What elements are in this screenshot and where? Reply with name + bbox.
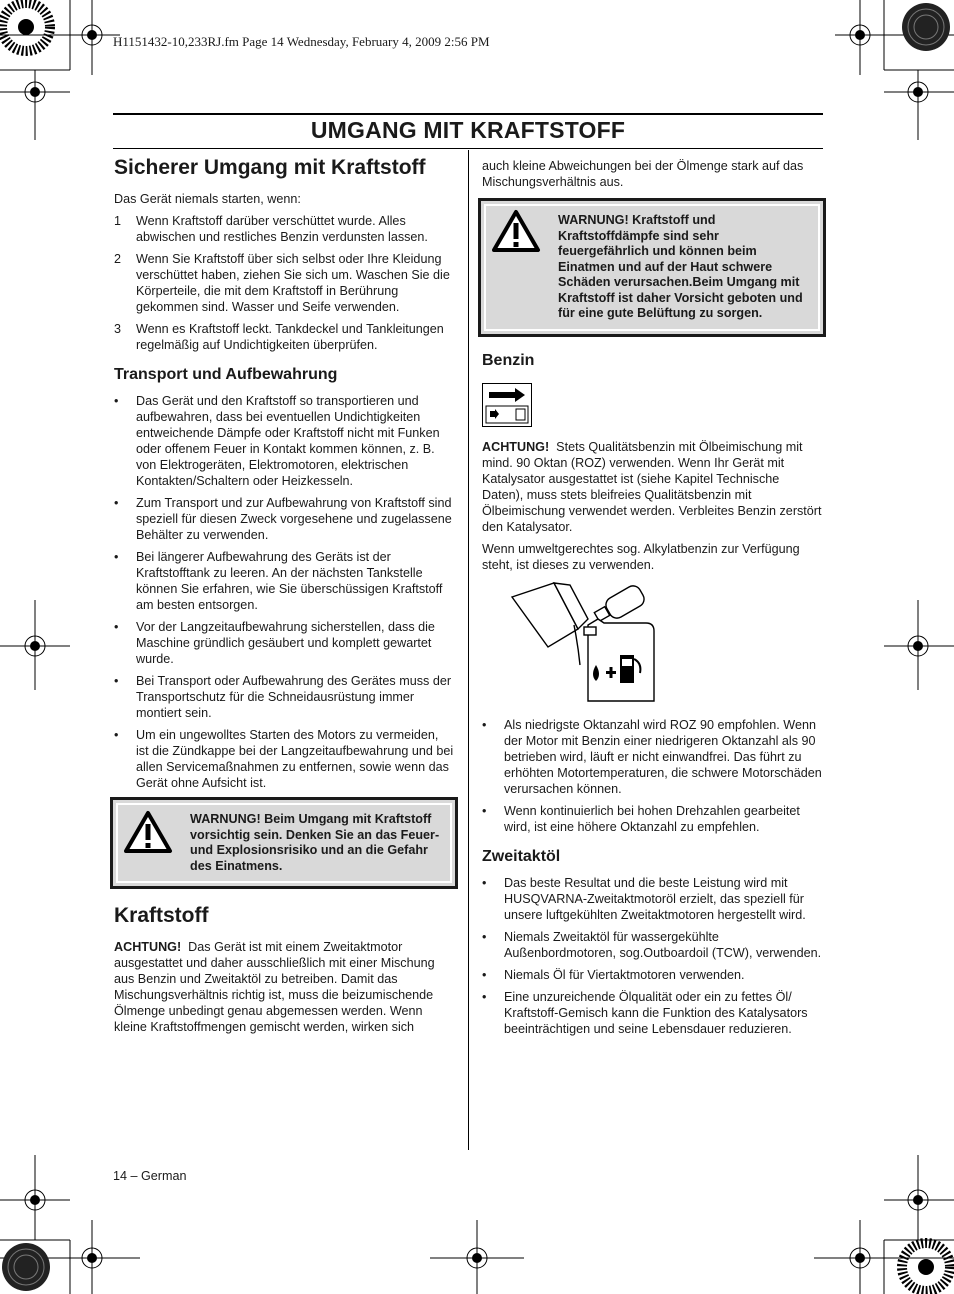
fuel-mixing-illustration xyxy=(508,579,658,707)
list-item: • Bei Transport oder Aufbewahrung des Gerätes muss der Transportschutz für die Schneidausrüstung immer montiert sein. xyxy=(114,674,452,720)
list-item: • Niemals Öl für Viertaktmotoren verwenden. xyxy=(482,967,745,982)
left-column xyxy=(114,155,454,1041)
list-item: 1 Wenn Kraftstoff darüber verschüttet wurde. Alles abwischen und restliches Benzin verdunsten lassen. xyxy=(114,214,428,244)
list-item: 3 Wenn es Kraftstoff leckt. Tankdeckel und Tankleitungen regelmäßig auf Undichtigkeiten überprüfen. xyxy=(114,322,444,352)
file-header: H1151432-10,233RJ.fm Page 14 Wednesday, February 4, 2009 2:56 PM xyxy=(113,34,490,49)
list-item: • Eine unzureichende Ölqualität oder ein zu fettes Öl/ Kraftstoff-Gemisch kann die Funktion des Katalysators beeinträchtigen und seine Lebensdauer reduzieren. xyxy=(482,989,808,1036)
warning-text: WARNUNG! Kraftstoff und Kraftstoffdämpfe sind sehr feuergefährlich und können beim Einatmen und auf der Haut schwere Schäden verursachen.Beim Umgang mit Kraftstoff ist daher Vorsicht geboten und für eine gute Belüftung zu sorgen. xyxy=(484,204,820,331)
page-footer: 14 – German xyxy=(113,1169,187,1183)
heading-kraftstoff: Kraftstoff xyxy=(114,904,209,927)
page-title: UMGANG MIT KRAFTSTOFF xyxy=(310,117,626,143)
title-rule-bottom xyxy=(113,148,823,149)
achtung-paragraph: ACHTUNG! Das Gerät ist mit einem Zweitaktmotor ausgestattet und daher ausschließlich mit einer Mischung aus Benzin und Zweitaktöl zu betreiben. Damit das Mischungsverhältnis richtig ist, muss die beizumischende Ölmenge unbedingt genau abgemessen werden. Wenn kleine Kraftstoffmengen gemischt werden, wirken sich xyxy=(114,940,435,1034)
warning-box xyxy=(478,198,826,337)
list-item: • Als niedrigste Oktanzahl wird ROZ 90 empfohlen. Wenn der Motor mit Benzin einer niedrigeren Oktanzahl als 90 betrieben wird, läuft er nicht einwandfrei. Das führt zu erhöhten Motortemperaturen, die schwere Motorschäden verursachen können. xyxy=(482,717,822,796)
warning-box xyxy=(110,797,458,889)
achtung-paragraph: ACHTUNG! Stets Qualitätsbenzin mit Ölbeimischung mit mind. 90 Oktan (ROZ) verwenden. Wenn Ihr Gerät mit Katalysator ausgestattet ist (siehe Kapitel Technische Daten), muss stets bleifreies Qualitätsbenzin mit Ölbeimischung verwendet werden. Verbleites Benzin zerstört den Katalysator. xyxy=(482,439,822,534)
column-divider xyxy=(468,150,469,1150)
heading-two-stroke-oil: Zweitaktöl xyxy=(482,847,561,865)
list-item: • Zum Transport und zur Aufbewahrung von Kraftstoff sind speziell für diesen Zweck vorgesehene und zugelassene Behälter zu verwenden. xyxy=(114,496,452,542)
alkylate-text: Wenn umweltgerechtes sog. Alkylatbenzin zur Verfügung steht, ist dieses zu verwenden. xyxy=(482,541,800,572)
continued-text: auch kleine Abweichungen bei der Ölmenge stark auf das Mischungsverhältnis aus. xyxy=(482,159,804,189)
list-item: • Bei längerer Aufbewahrung des Geräts ist der Kraftstofftank zu leeren. An der nächsten Tankstelle können Sie erfahren, wie Sie überschüssigen Kraftstoff am besten entsorgen. xyxy=(114,550,443,612)
heading-safe-handling: Sicherer Umgang mit Kraftstoff xyxy=(114,156,426,179)
warning-triangle-icon xyxy=(491,209,541,253)
title-rule-top xyxy=(113,113,823,115)
list-item: 2 Wenn Sie Kraftstoff über sich selbst oder Ihre Kleidung verschüttet haben, ziehen Sie sich um. Waschen Sie die Körperteile, die mit dem Kraftstoff in Berührung gekommen sind. Wasser und Seife verwenden. xyxy=(114,252,450,314)
list-item: • Wenn kontinuierlich bei hohen Drehzahlen gearbeitet wird, ist eine höhere Oktanzahl zu empfehlen. xyxy=(482,803,800,834)
list-item: • Vor der Langzeitaufbewahrung sicherstellen, dass die Maschine gründlich gesäubert und komplett gewartet wurde. xyxy=(114,620,435,666)
list-item: • Niemals Zweitaktöl für wassergekühlte Außenbordmotoren, sog.Outboardoil (TCW), verwenden. xyxy=(482,929,822,960)
fuel-pointer-icon xyxy=(482,383,532,427)
list-item: • Das beste Resultat und die beste Leistung wird mit HUSQVARNA-Zweitaktmotoröl erzielt, das speziell für unsere luftgekühlten Zweitaktmotoren hergestellt wird. xyxy=(482,875,806,922)
list-item: • Um ein ungewolltes Starten des Motors zu vermeiden, ist die Zündkappe bei der Langzeitaufbewahrung und bei allen Servicemaßnahmen zu entfernen, sowie wenn das Gerät ohne Aufsicht ist. xyxy=(114,728,454,790)
intro-text: Das Gerät niemals starten, wenn: xyxy=(114,192,301,206)
warning-triangle-icon xyxy=(123,810,173,854)
list-item: • Das Gerät und den Kraftstoff so transportieren und aufbewahren, dass bei eventuellen Undichtigkeiten entweichende Dämpfe oder Kraftstoff nicht mit Funken oder offenem Feuer in Kontakt kommen können, z. B. von Elektrogeräten, Elektromotoren, elektrischen Kontakten/Schaltern oder Heizkesseln. xyxy=(114,394,440,488)
heading-benzin: Benzin xyxy=(482,351,535,369)
warning-text: WARNUNG! Beim Umgang mit Kraftstoff vorsichtig sein. Denken Sie an das Feuer- und Explosionsrisiko und an die Gefahr des Einatmens. xyxy=(116,803,452,883)
heading-transport: Transport und Aufbewahrung xyxy=(114,366,338,383)
right-column xyxy=(482,158,822,1043)
